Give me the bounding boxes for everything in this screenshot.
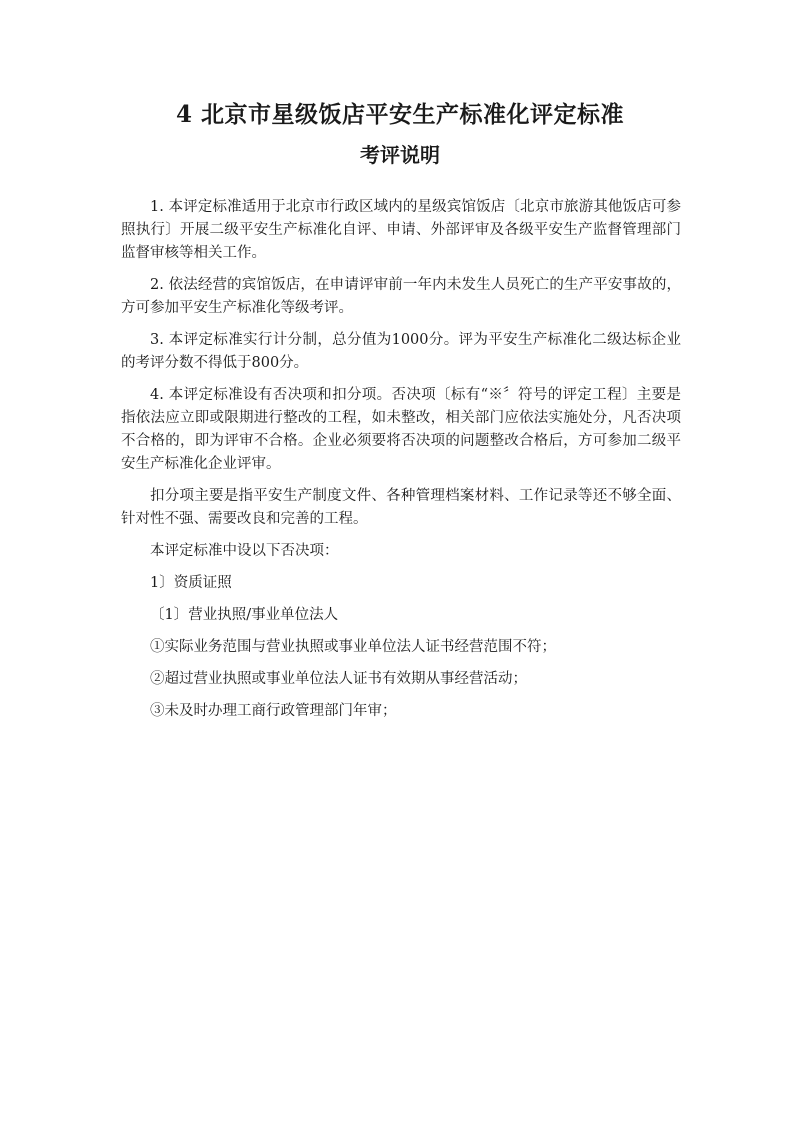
paragraph-veto-intro: 本评定标准中设以下否决项： [150,543,339,559]
document-title: 4 北京市星级饭店平安生产标准化评定标准 [175,101,624,128]
document-body [121,196,681,732]
paragraph-eligibility: 2. 依法经营的宾馆饭店，在申请评审前一年内未发生人员死亡的生产平安事故的，方可参加平安生产标准化等级考评。 [121,277,681,316]
list-item: ②超过营业执照或事业单位法人证书有效期从事经营活动； [150,671,527,687]
paragraph-deduction-items: 扣分项主要是指平安生产制度文件、各种管理档案材料、工作记录等还不够全面、针对性不强、需要改良和完善的工程。 [121,488,681,527]
list-item: ③未及时办理工商行政管理部门年审； [150,703,397,719]
paragraph-scoring: 3. 本评定标准实行计分制，总分值为1000分。评为平安生产标准化二级达标企业的考评分数不得低于800分。 [121,332,681,371]
list-item: 1〕资质证照 [150,575,232,591]
paragraph-scope: 1. 本评定标准适用于北京市行政区域内的星级宾馆饭店〔北京市旅游其他饭店可参照执行〕开展二级平安生产标准化自评、申请、外部评审及各级平安生产监督管理部门监督审核等相关工作。 [121,199,681,261]
document-subtitle: 考评说明 [360,143,440,167]
paragraph-veto-items: 4. 本评定标准设有否决项和扣分项。否决项〔标有“※〞符号的评定工程〕主要是指依法应立即或限期进行整改的工程，如未整改，相关部门应依法实施处分，凡否决项不合格的，即为评审不合格。企业必须要将否决项的问题整改合格后，方可参加二级平安生产标准化企业评审。 [121,387,681,472]
list-item: 〔1〕营业执照/事业单位法人 [150,607,339,623]
list-item: ①实际业务范围与营业执照或事业单位法人证书经营范围不符； [150,639,556,655]
